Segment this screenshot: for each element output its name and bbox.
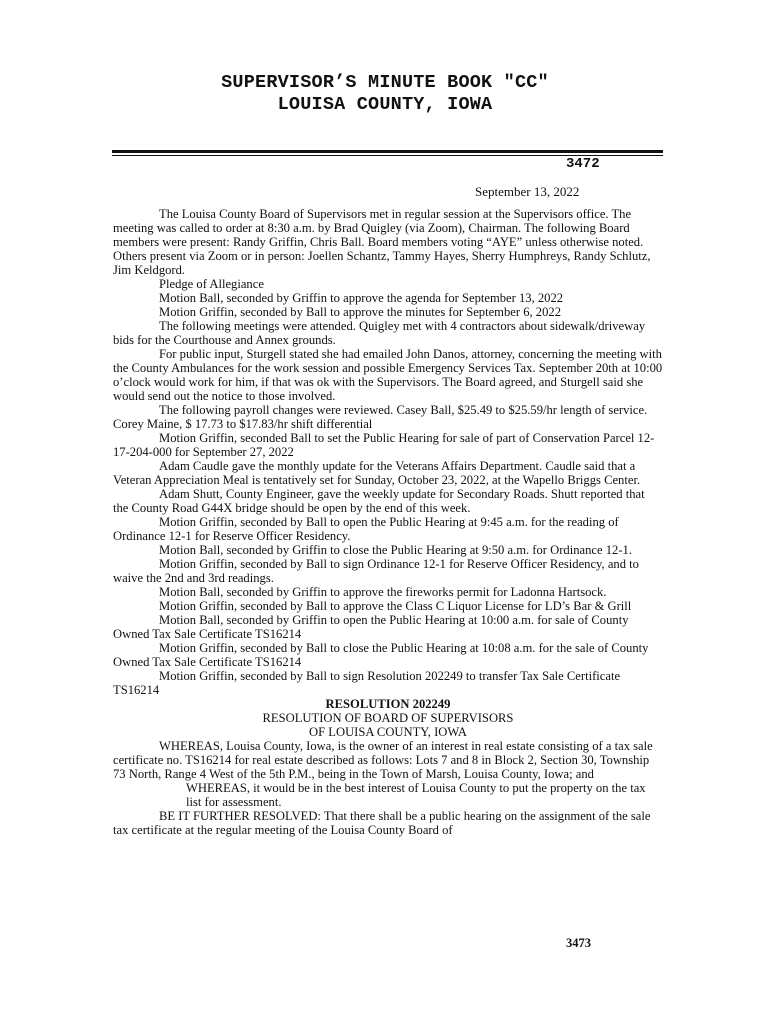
paragraph-conservation-hearing: Motion Griffin, seconded Ball to set the Public Hearing for sale of part of Conservation Parcel 12-17-204-000 for September 27, 2022 (113, 431, 655, 459)
paragraph-close-hearing-tax-sale: Motion Griffin, seconded by Ball to close the Public Hearing at 10:08 a.m. for the sale of County Owned Tax Sale Certificate TS16214 (113, 641, 649, 669)
resolution-subtitle: RESOLUTION OF BOARD OF SUPERVISORS (262, 711, 514, 725)
paragraph-sign-resolution: Motion Griffin, seconded by Ball to sign Resolution 202249 to transfer Tax Sale Certificate TS16214 (113, 669, 621, 697)
resolution-whereas-interest: WHEREAS, it would be in the best interest of Louisa County to put the property on the tax list for assessment. (186, 781, 646, 809)
paragraph-fireworks-permit: Motion Ball, seconded by Griffin to approve the fireworks permit for Ladonna Hartsock. (159, 585, 607, 599)
paragraph-session-opening: The Louisa County Board of Supervisors met in regular session at the Supervisors office. The meeting was called to order at 8:30 a.m. by Brad Quigley (via Zoom), Chairman. The following Board members were present: Randy Griffin, Chris Ball. Board members voting “AYE” unless otherwise noted. Others present via Zoom or in person: Joellen Schantz, Tammy Hayes, Sherry Humphreys, Randy Schlutz, Jim Keldgord. (113, 207, 651, 277)
minutes-body (113, 207, 663, 837)
paragraph-liquor-license: Motion Griffin, seconded by Ball to approve the Class C Liquor License for LD’s Bar & Grill (159, 599, 632, 613)
resolution-whereas-owner: WHEREAS, Louisa County, Iowa, is the owner of an interest in real estate consisting of a tax sale certificate no. TS16214 for real estate described as follows: Lots 7 and 8 in Block 2, Section 30, Township 73 North, Range 4 West of the 5th P.M., being in the Town of Marsh, Louisa County, Iowa; and (113, 739, 653, 781)
header-subtitle: LOUISA COUNTY, IOWA (277, 94, 493, 115)
page-header (0, 72, 770, 116)
paragraph-minutes-motion: Motion Griffin, seconded by Ball to approve the minutes for September 6, 2022 (159, 305, 561, 319)
paragraph-pledge: Pledge of Allegiance (159, 277, 264, 291)
resolution-subtitle-county: OF LOUISA COUNTY, IOWA (309, 725, 467, 739)
paragraph-open-hearing-ordinance: Motion Griffin, seconded by Ball to open the Public Hearing at 9:45 a.m. for the reading of Ordinance 12-1 for Reserve Officer Residency. (113, 515, 619, 543)
paragraph-agenda-motion: Motion Ball, seconded by Griffin to approve the agenda for September 13, 2022 (159, 291, 564, 305)
paragraph-open-hearing-tax-sale: Motion Ball, seconded by Griffin to open the Public Hearing at 10:00 a.m. for sale of County Owned Tax Sale Certificate TS16214 (113, 613, 629, 641)
paragraph-sign-ordinance: Motion Griffin, seconded by Ball to sign Ordinance 12-1 for Reserve Officer Residency, and to waive the 2nd and 3rd readings. (113, 557, 639, 585)
paragraph-public-input: For public input, Sturgell stated she had emailed John Danos, attorney, concerning the meeting with the County Ambulances for the work session and possible Emergency Services Tax. September 20th at 10:00 o’clock would work for him, if that was ok with the Supervisors. The Board agreed, and Sturgell said she would send out the notice to those involved. (113, 347, 663, 403)
page-number-top: 3472 (566, 156, 600, 172)
header-rule-thick (112, 150, 663, 153)
header-title: SUPERVISOR’S MINUTE BOOK "CC" (221, 72, 549, 93)
resolution-title: RESOLUTION 202249 (325, 697, 451, 711)
paragraph-close-hearing-ordinance: Motion Ball, seconded by Griffin to close the Public Hearing at 9:50 a.m. for Ordinance 12-1. (159, 543, 632, 557)
meeting-date: September 13, 2022 (475, 184, 580, 199)
page-number-bottom: 3473 (566, 936, 591, 950)
paragraph-payroll: The following payroll changes were reviewed. Casey Ball, $25.49 to $25.59/hr length of service. Corey Maine, $ 17.73 to $17.83/hr shift differential (113, 403, 648, 431)
resolution-further-resolved: BE IT FURTHER RESOLVED: That there shall be a public hearing on the assignment of the sale tax certificate at the regular meeting of the Louisa County Board of (113, 809, 651, 837)
paragraph-veterans-update: Adam Caudle gave the monthly update for the Veterans Affairs Department. Caudle said that a Veteran Appreciation Meal is tentatively set for Sunday, October 23, 2022, at the Wapello Briggs Center. (113, 459, 641, 487)
paragraph-roads-update: Adam Shutt, County Engineer, gave the weekly update for Secondary Roads. Shutt reported that the County Road G44X bridge should be open by the end of this week. (113, 487, 645, 515)
paragraph-meetings-attended: The following meetings were attended. Quigley met with 4 contractors about sidewalk/driveway bids for the Courthouse and Annex grounds. (113, 319, 646, 347)
